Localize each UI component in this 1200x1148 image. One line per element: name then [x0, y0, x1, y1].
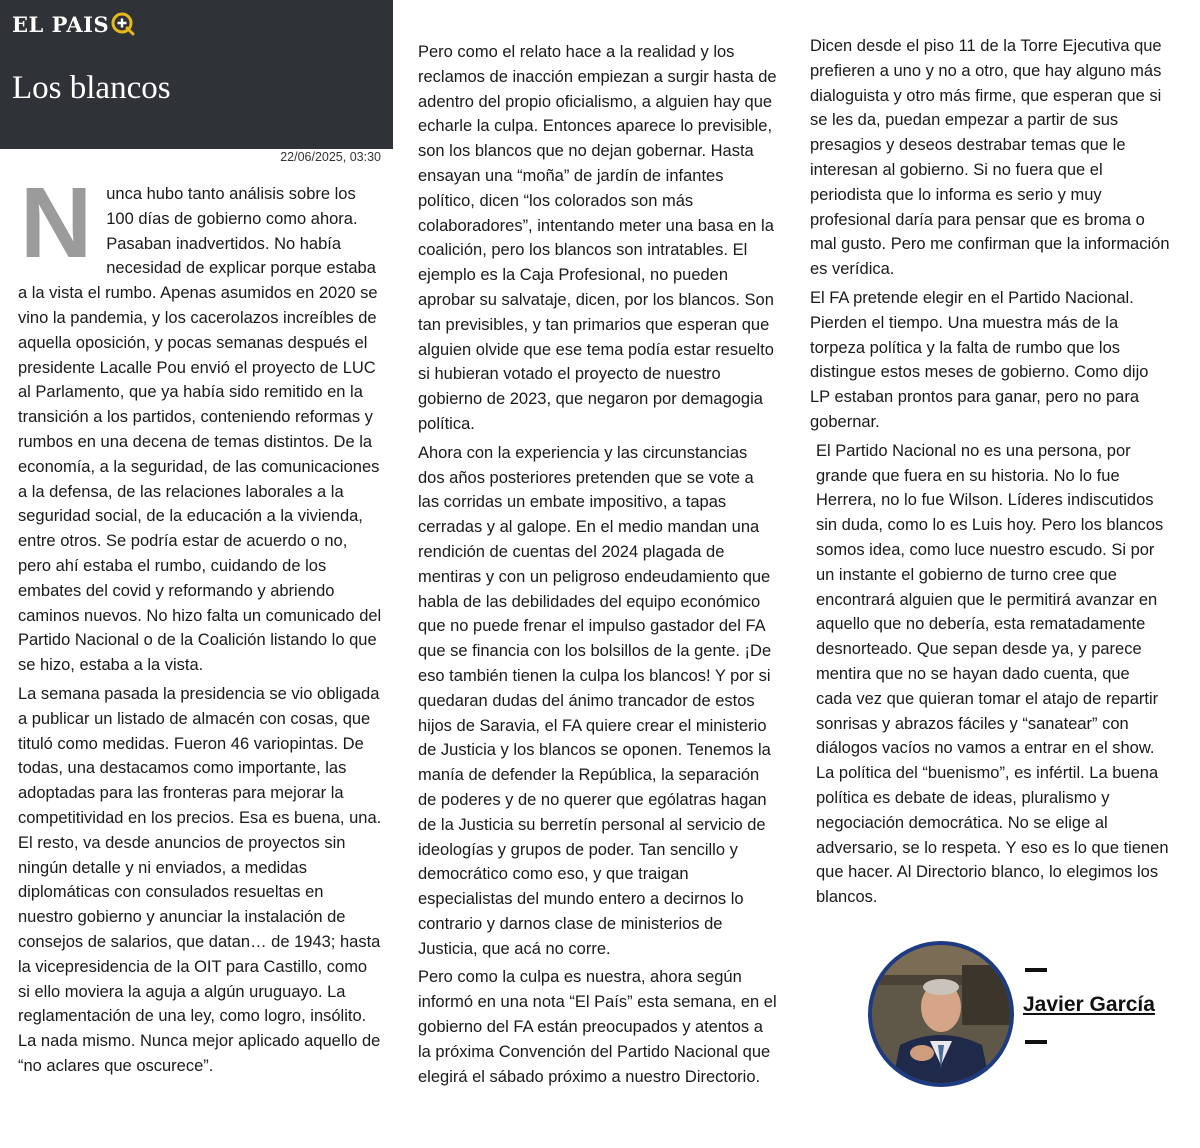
el-pais-logo[interactable]: [12, 8, 135, 40]
author-dash-bottom: [1025, 1040, 1047, 1044]
logo-text: EL PAIS: [12, 11, 110, 37]
author-name-link[interactable]: Javier García: [1023, 993, 1155, 1016]
article-column-2: [418, 40, 778, 1093]
author-avatar: [868, 941, 1014, 1087]
paragraph: Dicen desde el piso 11 de la Torre Ejecutiva que prefieren a uno y no a otro, que hay alguno más dialoguista y otro más firme, que esperan que si se les da, puedan empezar a partir de sus presagios y deseos destrabar temas que le interesan al gobierno. Si no fuera que el periodista que lo informa es serio y muy profesional daría para pensar que es broma o mal gusto. Pero me confirman que la información es verídica.: [810, 37, 1170, 279]
paragraph: Pero como el relato hace a la realidad y los reclamos de inacción empiezan a surgir hasta de adentro del propio oficialismo, a alguien hay que echarle la culpa. Entonces aparece lo previsible, son los blancos que no dejan gobernar. Hasta ensayan una “moña” de jardín de infantes político, dicen “los colorados son más colaboradores”, intentando meter una basa en la coalición, pero los blancos son intratables. El ejemplo es la Caja Profesional, no pueden aprobar su salvataje, dicen, por los blancos. Son tan previsibles, y tan primarios que esperan que alguien olvide que ese tema podía estar resuelto si hubieran votado el proyecto de nuestro gobierno de 2023, que negaron por demagogia política.: [418, 43, 777, 433]
article-headline: Los blancos: [12, 70, 171, 106]
article-column-3: [810, 34, 1170, 914]
article-column-1: [18, 167, 382, 1083]
header-block: [0, 0, 393, 149]
author-dash-top: [1025, 968, 1047, 972]
paragraph: Pero como la culpa es nuestra, ahora según informó en una nota “El País” esta semana, en el gobierno del FA están preocupados y atentos a la próxima Convención del Partido Nacional que elegirá el sábado próximo a nuestro Directorio.: [418, 968, 777, 1086]
dropcap: N: [20, 167, 93, 279]
paragraph: El FA pretende elegir en el Partido Nacional. Pierden el tiempo. Una muestra más de la torpeza política y la falta de rumbo que los distingue estos meses de gobierno. Como dijo LP estaban prontos para ganar, pero no para gobernar.: [810, 288, 1149, 431]
paragraph: El Partido Nacional no es una persona, por grande que fuera en su historia. No lo fue Herrera, no lo fue Wilson. Líderes indiscutidos sin duda, como lo es Luis hoy. Pero los blancos somos idea, como luce nuestro escudo. Si por un instante el gobierno de turno cree que encontrará alguien que le permitirá avanzar en aquello que no debería, esta rematadamente desnorteado. Que sepan desde ya, y parece mentira que no se hayan dado cuenta, que cada vez que quieran tomar el atajo de repartir sonrisas y abrazos fáciles y “sanatear” con diálogos vacíos no vamos a entrar en el show. La política del “buenismo”, es infértil. La buena política es debate de ideas, pluralismo y negociación democrática. No se elige al adversario, se lo respeta. Y eso es lo que tienen que hacer. Al Directorio blanco, lo elegimos los blancos.: [816, 441, 1169, 907]
paragraph: La semana pasada la presidencia se vio obligada a publicar un listado de almacén con cosas, que tituló como medidas. Fueron 46 variopintas. De todas, una destacamos como importante, las adoptadas para las fronteras para mejorar la competitividad en los precios. Esa es buena, una. El resto, va desde anuncios de proyectos sin ningún detalle y ni enviados, a medidas diplomáticas con consulados resueltas en nuestro gobierno y anunciar la instalación de consejos de salarios, que datan… de 1943; hasta la vicepresidencia de la OIT para Castillo, como si ello moviera la aguja a algún uruguayo. La reglamentación de una ley, como logro, insólito. La nada mismo. Nunca mejor aplicado aquello de “no aclares que oscurece”.: [18, 684, 382, 1075]
article-date: 22/06/2025, 03:30: [280, 150, 381, 164]
paragraph: Nunca hubo tanto análisis sobre los 100 días de gobierno como ahora. Pasaban inadvertidos. No había necesidad de explicar porque estaba a la vista el rumbo. Apenas asumidos en 2020 se vino la pandemia, y los cacerolazos increíbles de aquella oposición, y pocas semanas después el presidente Lacalle Pou envió el proyecto de LUC al Parlamento, que ya había sido remitido en la transición a los partidos, conteniendo reformas y rumbos en una decena de temas distintos. De la economía, a la seguridad, de las comunicaciones a la defensa, de las relaciones laborales a la seguridad social, de la educación a la vivienda, entre otros. Se podría estar de acuerdo o no, pero ahí estaba el rumbo, cuidando de los embates del covid y reformando y abriendo caminos nuevos. No hizo falta un comunicado del Partido Nacional o de la Coalición listando lo que se hizo, estaba a la vista.: [18, 167, 382, 675]
author-portrait-image: [872, 945, 1010, 1083]
logo-plus-q-icon: [111, 12, 135, 36]
paragraph: Ahora con la experiencia y las circunstancias dos años posteriores pretenden que se vote a las corridas un embate impositivo, a tapas cerradas y al galope. En el medio mandan una rendición de cuentas del 2024 plagada de mentiras y con un peligroso endeudamiento que habla de las debilidades del equipo económico que no puede frenar el impulso gastador del FA que se financia con los bolsillos de la gente. ¡De eso también tienen la culpa los blancos! Y por si quedaran dudas del ánimo trancador de estos hijos de Saravia, el FA quiere crear el ministerio de Justicia y los blancos se oponen. Tenemos la manía de defender la República, la separación de poderes y de no querer que ególatras hagan de la Justicia su berretín personal al servicio de ideologías y grupos de poder. Tan sencillo y democrático como eso, y que traigan especialistas del mundo entero a decirnos lo contrario y darnos clase de ministerios de Justicia, que acá no corre.: [418, 443, 772, 958]
